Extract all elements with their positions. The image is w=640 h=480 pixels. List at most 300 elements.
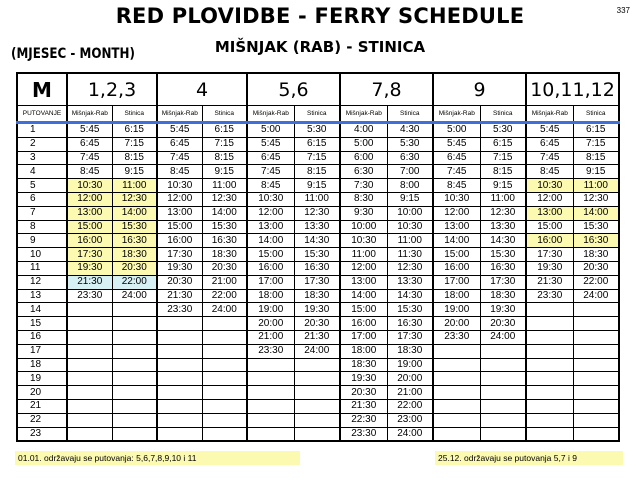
departure-stinica [294, 399, 340, 413]
month-group-1: 1,2,3 [67, 73, 157, 106]
departure-stinica [480, 427, 526, 441]
departure-stinica: 5:30 [387, 137, 433, 151]
departure-stinica: 12:30 [480, 206, 526, 220]
departure-misnjak-rab [247, 399, 294, 413]
table-row [17, 427, 619, 441]
month-group-4: 7,8 [340, 73, 433, 106]
departure-misnjak-rab: 5:45 [67, 123, 112, 138]
departure-stinica: 5:30 [294, 123, 340, 138]
departure-stinica: 8:15 [294, 165, 340, 179]
table-row [17, 234, 619, 248]
departure-misnjak-rab: 12:00 [526, 192, 573, 206]
trip-number: 2 [17, 137, 67, 151]
departure-misnjak-rab [67, 413, 112, 427]
departure-stinica: 16:30 [573, 234, 619, 248]
trip-number: 18 [17, 358, 67, 372]
departure-stinica: 24:00 [480, 330, 526, 344]
departure-stinica: 9:15 [573, 165, 619, 179]
departure-misnjak-rab: 20:30 [157, 275, 202, 289]
departure-misnjak-rab: 12:00 [340, 261, 387, 275]
departure-stinica: 20:00 [387, 372, 433, 386]
departure-stinica [480, 399, 526, 413]
departure-stinica: 24:00 [294, 344, 340, 358]
month-group-5: 9 [433, 73, 526, 106]
departure-stinica: 7:15 [573, 137, 619, 151]
departure-stinica: 20:30 [294, 317, 340, 331]
departure-stinica: 16:30 [202, 234, 247, 248]
departure-stinica: 13:30 [294, 220, 340, 234]
departure-misnjak-rab: 10:30 [157, 179, 202, 193]
departure-stinica: 19:30 [294, 303, 340, 317]
departure-stinica: 9:15 [112, 165, 157, 179]
table-row [17, 179, 619, 193]
departure-stinica: 20:30 [573, 261, 619, 275]
departure-stinica: 18:30 [573, 248, 619, 262]
trip-number: 1 [17, 123, 67, 138]
departure-stinica [112, 372, 157, 386]
departure-stinica: 9:15 [202, 165, 247, 179]
departure-stinica: 15:30 [480, 248, 526, 262]
departure-stinica [112, 399, 157, 413]
departure-stinica: 24:00 [387, 427, 433, 441]
departure-stinica [573, 330, 619, 344]
departure-misnjak-rab: 16:00 [247, 261, 294, 275]
departure-stinica: 14:00 [202, 206, 247, 220]
departure-misnjak-rab: 20:30 [340, 386, 387, 400]
departure-misnjak-rab: 5:45 [433, 137, 480, 151]
departure-stinica [202, 358, 247, 372]
departure-misnjak-rab: 15:00 [340, 303, 387, 317]
departure-stinica: 21:00 [202, 275, 247, 289]
departure-misnjak-rab: 7:45 [67, 151, 112, 165]
departure-misnjak-rab: 8:45 [247, 179, 294, 193]
departure-stinica [112, 317, 157, 331]
departure-stinica: 13:30 [480, 220, 526, 234]
departure-misnjak-rab [67, 372, 112, 386]
departure-misnjak-rab: 17:30 [157, 248, 202, 262]
month-label: (MJESEC - MONTH) [11, 46, 135, 62]
departure-misnjak-rab: 12:00 [67, 192, 112, 206]
table-row [17, 372, 619, 386]
departure-misnjak-rab: 12:00 [433, 206, 480, 220]
departure-stinica: 6:15 [573, 123, 619, 138]
departure-misnjak-rab: 10:30 [526, 179, 573, 193]
table-row [17, 123, 619, 138]
departure-misnjak-rab: 16:00 [157, 234, 202, 248]
departure-misnjak-rab: 15:00 [247, 248, 294, 262]
departure-misnjak-rab [157, 372, 202, 386]
departure-misnjak-rab [67, 358, 112, 372]
departure-stinica [202, 399, 247, 413]
departure-misnjak-rab: 14:00 [340, 289, 387, 303]
departure-stinica: 11:00 [202, 179, 247, 193]
departure-misnjak-rab: 7:45 [433, 165, 480, 179]
departure-misnjak-rab: 16:00 [526, 234, 573, 248]
departure-misnjak-rab: 17:30 [67, 248, 112, 262]
departure-stinica: 7:15 [112, 137, 157, 151]
departure-misnjak-rab: 13:00 [67, 206, 112, 220]
departure-misnjak-rab [157, 344, 202, 358]
departure-misnjak-rab: 23:30 [157, 303, 202, 317]
departure-misnjak-rab [157, 358, 202, 372]
ferry-schedule-table [16, 72, 620, 442]
departure-stinica: 6:15 [202, 123, 247, 138]
departure-stinica [573, 358, 619, 372]
departure-misnjak-rab: 20:00 [433, 317, 480, 331]
departure-stinica: 16:30 [387, 317, 433, 331]
departure-misnjak-rab [157, 413, 202, 427]
departure-misnjak-rab: 6:45 [157, 137, 202, 151]
departure-misnjak-rab [67, 303, 112, 317]
departure-stinica: 7:15 [480, 151, 526, 165]
departure-stinica [112, 386, 157, 400]
departure-stinica: 14:30 [480, 234, 526, 248]
departure-misnjak-rab [526, 399, 573, 413]
table-row [17, 344, 619, 358]
departure-stinica: 12:30 [294, 206, 340, 220]
departure-stinica [112, 330, 157, 344]
direction-misnjak-rab: Mišnjak-Rab [433, 106, 480, 123]
departure-misnjak-rab: 13:00 [340, 275, 387, 289]
table-row [17, 275, 619, 289]
departure-misnjak-rab: 13:00 [526, 206, 573, 220]
departure-stinica: 20:30 [202, 261, 247, 275]
departure-misnjak-rab [526, 317, 573, 331]
departure-misnjak-rab: 8:45 [433, 179, 480, 193]
table-row [17, 289, 619, 303]
departure-misnjak-rab: 19:00 [247, 303, 294, 317]
departure-stinica: 6:15 [294, 137, 340, 151]
trip-number: 12 [17, 275, 67, 289]
departure-stinica: 17:30 [294, 275, 340, 289]
departure-stinica: 14:30 [387, 289, 433, 303]
direction-stinica: Stinica [480, 106, 526, 123]
departure-misnjak-rab [526, 330, 573, 344]
departure-stinica [112, 427, 157, 441]
departure-stinica [480, 358, 526, 372]
departure-stinica: 15:30 [202, 220, 247, 234]
departure-misnjak-rab: 10:30 [247, 192, 294, 206]
departure-stinica [573, 303, 619, 317]
departure-misnjak-rab: 19:30 [67, 261, 112, 275]
departure-misnjak-rab: 10:30 [433, 192, 480, 206]
departure-misnjak-rab [247, 358, 294, 372]
departure-stinica: 22:00 [387, 399, 433, 413]
trip-number: 11 [17, 261, 67, 275]
departure-misnjak-rab: 16:00 [67, 234, 112, 248]
departure-misnjak-rab: 16:00 [340, 317, 387, 331]
departure-misnjak-rab: 19:00 [433, 303, 480, 317]
departure-misnjak-rab: 12:00 [247, 206, 294, 220]
departure-misnjak-rab [433, 386, 480, 400]
trip-number: 9 [17, 234, 67, 248]
departure-misnjak-rab [67, 399, 112, 413]
table-row [17, 317, 619, 331]
trip-number: 13 [17, 289, 67, 303]
departure-stinica: 23:00 [387, 413, 433, 427]
departure-misnjak-rab: 13:00 [433, 220, 480, 234]
departure-stinica: 18:30 [202, 248, 247, 262]
departure-misnjak-rab: 8:30 [340, 192, 387, 206]
table-row [17, 220, 619, 234]
departure-stinica: 14:00 [112, 206, 157, 220]
departure-misnjak-rab [526, 372, 573, 386]
departure-misnjak-rab [433, 358, 480, 372]
departure-misnjak-rab: 4:00 [340, 123, 387, 138]
departure-stinica: 21:30 [294, 330, 340, 344]
departure-stinica [480, 413, 526, 427]
departure-stinica: 14:30 [294, 234, 340, 248]
trip-number: 14 [17, 303, 67, 317]
departure-misnjak-rab: 17:00 [433, 275, 480, 289]
departure-misnjak-rab: 7:45 [157, 151, 202, 165]
putovanje-label: PUTOVANJE [17, 106, 67, 123]
departure-stinica [202, 330, 247, 344]
departure-stinica [112, 358, 157, 372]
departure-stinica: 9:15 [294, 179, 340, 193]
departure-stinica: 12:30 [387, 261, 433, 275]
trip-number: 20 [17, 386, 67, 400]
departure-stinica [480, 386, 526, 400]
table-row [17, 330, 619, 344]
departure-stinica: 6:15 [112, 123, 157, 138]
departure-misnjak-rab: 6:45 [247, 151, 294, 165]
departure-misnjak-rab [67, 330, 112, 344]
departure-misnjak-rab [247, 413, 294, 427]
departure-stinica: 20:30 [480, 317, 526, 331]
table-row [17, 192, 619, 206]
departure-misnjak-rab: 18:30 [340, 358, 387, 372]
departure-misnjak-rab [433, 344, 480, 358]
departure-misnjak-rab: 23:30 [247, 344, 294, 358]
departure-misnjak-rab [247, 386, 294, 400]
departure-stinica: 17:30 [480, 275, 526, 289]
departure-stinica: 18:30 [480, 289, 526, 303]
table-row [17, 206, 619, 220]
departure-misnjak-rab [67, 317, 112, 331]
month-m-label: M [17, 73, 67, 106]
departure-misnjak-rab: 10:30 [340, 234, 387, 248]
note-christmas: 25.12. održavaju se putovanja 5,7 i 9 [435, 451, 623, 465]
departure-stinica [112, 303, 157, 317]
departure-misnjak-rab: 13:00 [157, 206, 202, 220]
departure-stinica [480, 372, 526, 386]
trip-number: 21 [17, 399, 67, 413]
departure-stinica: 8:15 [112, 151, 157, 165]
trip-number: 4 [17, 165, 67, 179]
note-new-year: 01.01. održavaju se putovanja: 5,6,7,8,9,10 i 11 [15, 451, 300, 465]
direction-stinica: Stinica [387, 106, 433, 123]
departure-stinica: 9:15 [480, 179, 526, 193]
departure-stinica: 11:00 [480, 192, 526, 206]
departure-stinica: 24:00 [202, 303, 247, 317]
departure-stinica: 8:15 [573, 151, 619, 165]
departure-misnjak-rab [526, 427, 573, 441]
departure-misnjak-rab: 21:30 [67, 275, 112, 289]
departure-stinica: 11:00 [573, 179, 619, 193]
departure-misnjak-rab [157, 399, 202, 413]
departure-misnjak-rab [67, 427, 112, 441]
departure-stinica: 7:15 [202, 137, 247, 151]
departure-misnjak-rab: 19:30 [526, 261, 573, 275]
departure-misnjak-rab: 21:30 [340, 399, 387, 413]
departure-stinica [480, 344, 526, 358]
departure-stinica: 11:00 [387, 234, 433, 248]
departure-misnjak-rab: 6:00 [340, 151, 387, 165]
departure-misnjak-rab: 14:00 [433, 234, 480, 248]
departure-stinica: 16:30 [480, 261, 526, 275]
departure-stinica: 5:30 [480, 123, 526, 138]
departure-stinica: 12:30 [112, 192, 157, 206]
departure-misnjak-rab: 17:00 [247, 275, 294, 289]
departure-misnjak-rab [526, 358, 573, 372]
departure-stinica: 18:30 [112, 248, 157, 262]
trip-number: 7 [17, 206, 67, 220]
departure-misnjak-rab: 21:00 [247, 330, 294, 344]
departure-misnjak-rab: 6:45 [433, 151, 480, 165]
departure-stinica: 18:30 [387, 344, 433, 358]
departure-misnjak-rab: 21:30 [157, 289, 202, 303]
departure-misnjak-rab [67, 386, 112, 400]
departure-stinica: 15:30 [573, 220, 619, 234]
departure-stinica: 7:15 [294, 151, 340, 165]
departure-misnjak-rab [157, 427, 202, 441]
direction-misnjak-rab: Mišnjak-Rab [526, 106, 573, 123]
departure-misnjak-rab: 8:45 [157, 165, 202, 179]
departure-misnjak-rab: 18:00 [340, 344, 387, 358]
month-group-6: 10,11,12 [526, 73, 619, 106]
table-row [17, 413, 619, 427]
departure-stinica [202, 386, 247, 400]
departure-stinica: 7:00 [387, 165, 433, 179]
departure-misnjak-rab: 13:00 [247, 220, 294, 234]
trip-number: 15 [17, 317, 67, 331]
departure-misnjak-rab: 18:00 [247, 289, 294, 303]
direction-stinica: Stinica [112, 106, 157, 123]
departure-misnjak-rab: 8:45 [526, 165, 573, 179]
departure-stinica [573, 344, 619, 358]
departure-stinica: 10:30 [387, 220, 433, 234]
departure-misnjak-rab: 5:45 [157, 123, 202, 138]
trip-number: 10 [17, 248, 67, 262]
table-row [17, 137, 619, 151]
departure-stinica: 9:15 [387, 192, 433, 206]
departure-misnjak-rab [157, 386, 202, 400]
departure-stinica: 17:30 [387, 330, 433, 344]
departure-stinica: 21:00 [387, 386, 433, 400]
departure-stinica: 16:30 [112, 234, 157, 248]
departure-misnjak-rab: 21:30 [526, 275, 573, 289]
departure-stinica: 6:15 [480, 137, 526, 151]
trip-number: 3 [17, 151, 67, 165]
direction-misnjak-rab: Mišnjak-Rab [67, 106, 112, 123]
departure-misnjak-rab: 7:45 [247, 165, 294, 179]
departure-misnjak-rab: 18:00 [433, 289, 480, 303]
departure-misnjak-rab [526, 413, 573, 427]
departure-stinica: 16:30 [294, 261, 340, 275]
departure-misnjak-rab [526, 386, 573, 400]
departure-misnjak-rab: 10:30 [67, 179, 112, 193]
departure-stinica: 24:00 [573, 289, 619, 303]
departure-stinica [202, 427, 247, 441]
departure-misnjak-rab: 20:00 [247, 317, 294, 331]
departure-misnjak-rab [157, 330, 202, 344]
table-row [17, 261, 619, 275]
departure-misnjak-rab: 6:45 [526, 137, 573, 151]
departure-stinica: 10:00 [387, 206, 433, 220]
direction-stinica: Stinica [573, 106, 619, 123]
departure-misnjak-rab: 10:00 [340, 220, 387, 234]
departure-misnjak-rab: 23:30 [526, 289, 573, 303]
departure-misnjak-rab: 17:30 [526, 248, 573, 262]
departure-stinica: 8:00 [387, 179, 433, 193]
departure-misnjak-rab: 15:00 [67, 220, 112, 234]
departure-misnjak-rab: 23:30 [340, 427, 387, 441]
departure-stinica: 6:30 [387, 151, 433, 165]
departure-stinica [294, 386, 340, 400]
departure-stinica: 11:00 [112, 179, 157, 193]
month-group-3: 5,6 [247, 73, 340, 106]
departure-misnjak-rab [247, 427, 294, 441]
table-row [17, 303, 619, 317]
departure-stinica: 15:30 [112, 220, 157, 234]
direction-header-row [17, 106, 619, 123]
departure-stinica: 8:15 [202, 151, 247, 165]
departure-stinica: 20:30 [112, 261, 157, 275]
departure-misnjak-rab: 22:30 [340, 413, 387, 427]
departure-misnjak-rab [526, 344, 573, 358]
departure-misnjak-rab: 15:00 [157, 220, 202, 234]
direction-stinica: Stinica [202, 106, 247, 123]
departure-misnjak-rab: 16:00 [433, 261, 480, 275]
trip-number: 6 [17, 192, 67, 206]
departure-stinica: 19:00 [387, 358, 433, 372]
departure-misnjak-rab [67, 344, 112, 358]
departure-stinica [573, 427, 619, 441]
trip-number: 8 [17, 220, 67, 234]
table-row [17, 165, 619, 179]
departure-misnjak-rab: 19:30 [157, 261, 202, 275]
departure-misnjak-rab: 17:00 [340, 330, 387, 344]
departure-stinica: 13:30 [387, 275, 433, 289]
departure-stinica [202, 344, 247, 358]
departure-misnjak-rab: 11:00 [340, 248, 387, 262]
direction-misnjak-rab: Mišnjak-Rab [247, 106, 294, 123]
trip-number: 23 [17, 427, 67, 441]
departure-stinica [294, 372, 340, 386]
trip-number: 5 [17, 179, 67, 193]
departure-stinica: 15:30 [387, 303, 433, 317]
departure-misnjak-rab: 23:30 [67, 289, 112, 303]
table-row [17, 358, 619, 372]
departure-stinica [202, 413, 247, 427]
departure-misnjak-rab: 5:00 [340, 137, 387, 151]
departure-misnjak-rab: 9:30 [340, 206, 387, 220]
departure-misnjak-rab: 5:45 [247, 137, 294, 151]
departure-misnjak-rab: 19:30 [340, 372, 387, 386]
departure-stinica [294, 413, 340, 427]
departure-stinica: 8:15 [480, 165, 526, 179]
departure-stinica [573, 372, 619, 386]
departure-stinica: 15:30 [294, 248, 340, 262]
departure-stinica: 11:00 [294, 192, 340, 206]
departure-misnjak-rab: 12:00 [157, 192, 202, 206]
departure-misnjak-rab: 8:45 [67, 165, 112, 179]
trip-number: 19 [17, 372, 67, 386]
departure-stinica [112, 413, 157, 427]
departure-misnjak-rab [433, 427, 480, 441]
trip-number: 22 [17, 413, 67, 427]
